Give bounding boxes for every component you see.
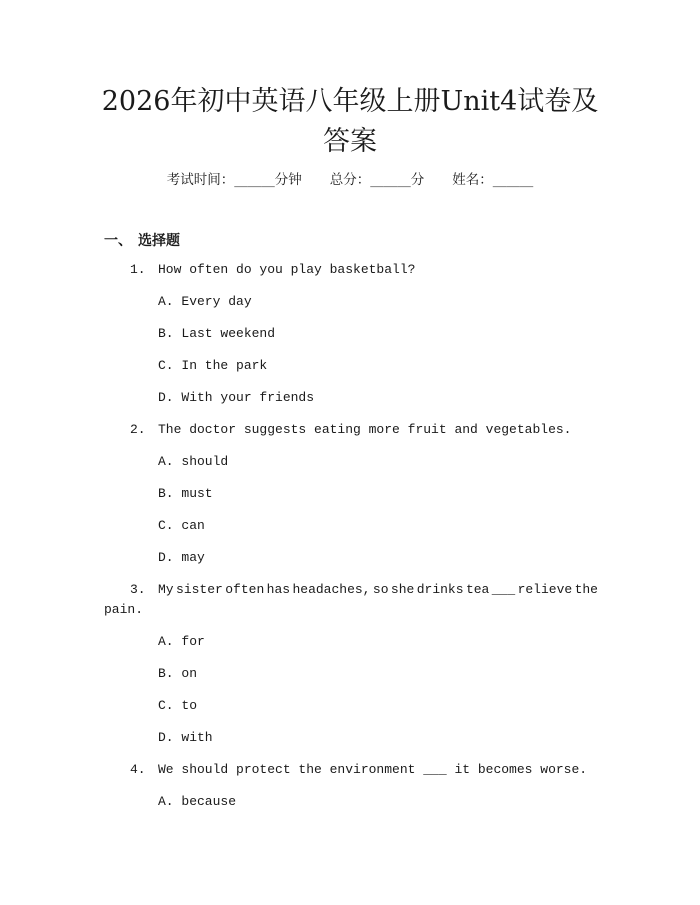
question-number: 1. xyxy=(130,262,146,277)
question-text: We should protect the environment ___ it becomes worse. xyxy=(158,762,588,777)
question-word: sister xyxy=(176,582,223,597)
section-heading xyxy=(104,230,180,250)
question-number: 2. xyxy=(130,422,146,437)
option: A. for xyxy=(158,634,205,649)
option: A. should xyxy=(158,454,229,469)
question-word: has xyxy=(266,582,291,597)
exam-time-label: 考试时间：______分钟 xyxy=(166,172,302,188)
section-title: 选择题 xyxy=(138,233,180,249)
question-word: she xyxy=(390,582,415,597)
option: C. to xyxy=(158,698,198,713)
question-text: How often do you play basketball? xyxy=(158,262,416,277)
option: D. with xyxy=(158,730,213,745)
option: B. must xyxy=(158,486,213,501)
question-word: tea xyxy=(465,582,490,597)
option: B. Last weekend xyxy=(158,326,276,341)
page-title: 2026年初中英语八年级上册Unit4试卷及答案 xyxy=(101,86,599,157)
option: D. may xyxy=(158,550,205,565)
option: A. because xyxy=(158,794,237,809)
question-word: drinks xyxy=(416,582,464,597)
total-score-label: 总分：______分 xyxy=(329,172,425,188)
student-name-label: 姓名：______ xyxy=(452,172,534,188)
question-word: the xyxy=(574,582,598,597)
option: D. With your friends xyxy=(158,390,315,405)
question-number: 4. xyxy=(130,762,146,777)
question-word: headaches, xyxy=(292,582,371,597)
question-text xyxy=(158,582,598,597)
section-number: 一、 xyxy=(104,233,132,249)
question-word: relieve xyxy=(517,582,573,597)
question-text-continued: pain. xyxy=(104,602,144,617)
question-word: so xyxy=(372,582,389,597)
option: C. can xyxy=(158,518,205,533)
question-text: The doctor suggests eating more fruit and vegetables. xyxy=(158,422,572,437)
option: A. Every day xyxy=(158,294,252,309)
question-word: ___ xyxy=(491,582,516,597)
option: B. on xyxy=(158,666,198,681)
question-word: My xyxy=(158,582,174,597)
exam-info xyxy=(0,168,700,188)
question-word: often xyxy=(225,582,265,597)
option: C. In the park xyxy=(158,358,268,373)
question-number: 3. xyxy=(130,582,146,597)
